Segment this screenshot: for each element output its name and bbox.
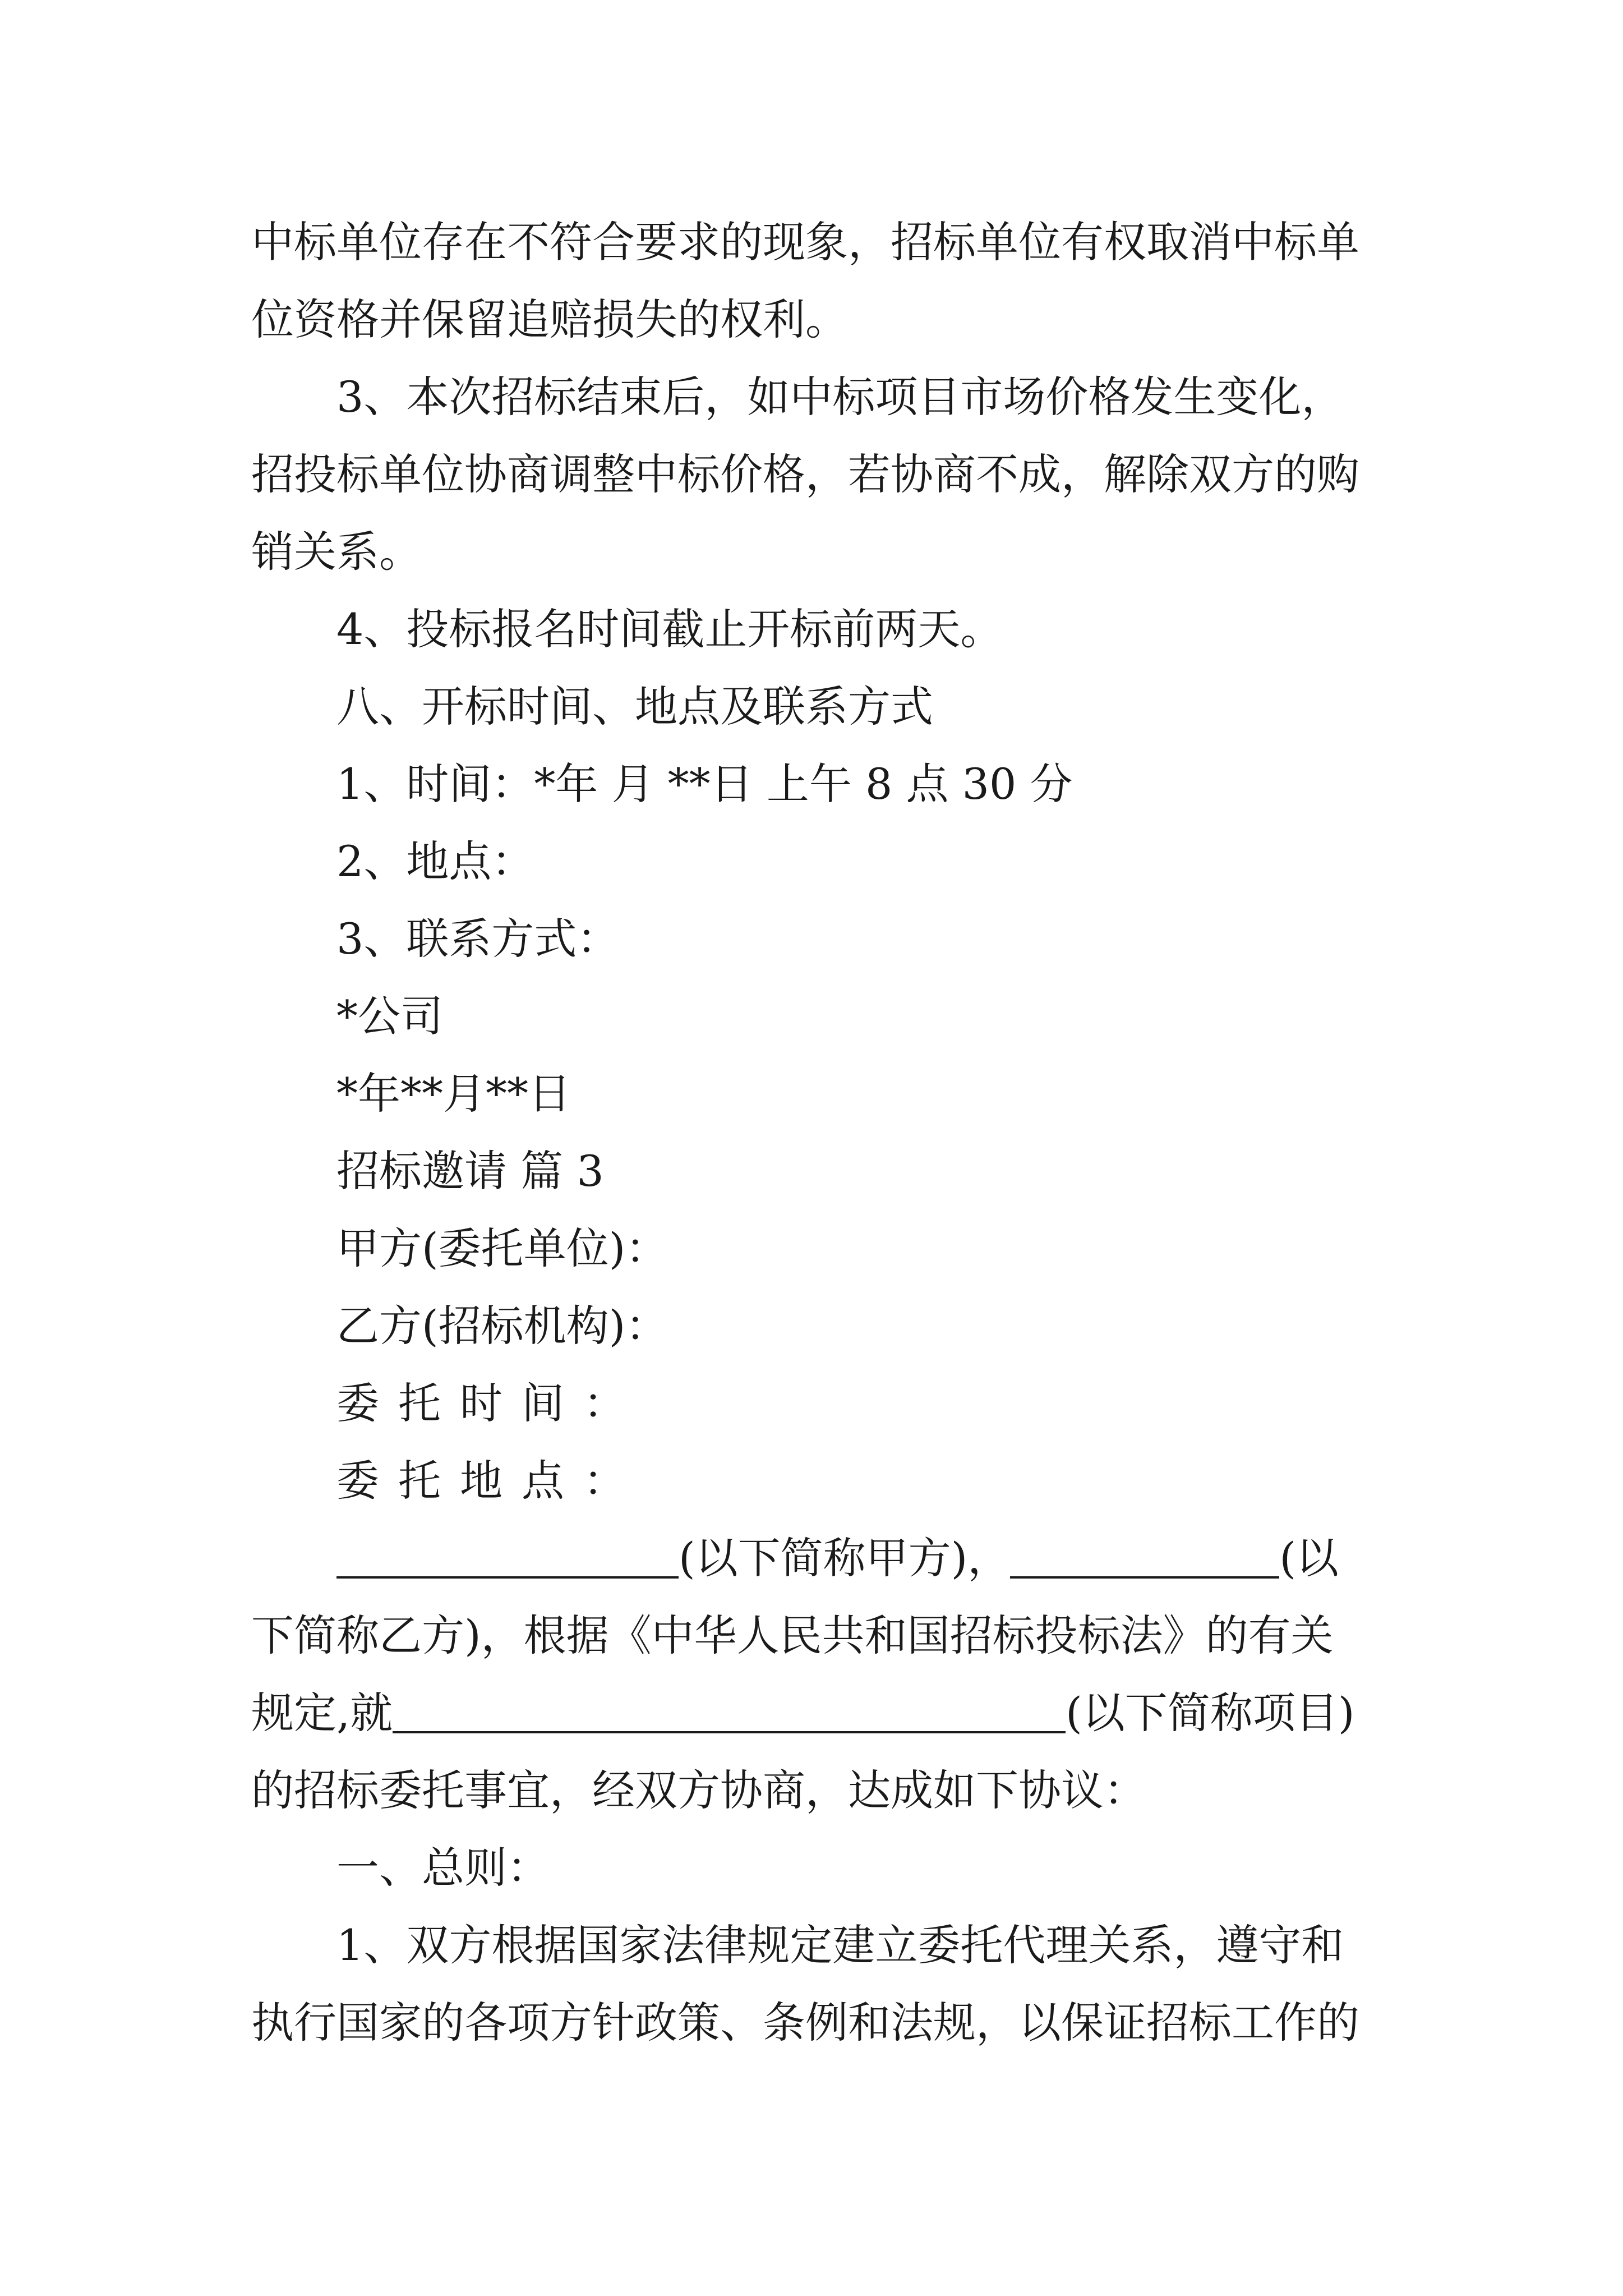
text-line: 招投标单位协商调整中标价格，若协商不成，解除双方的购 — [251, 449, 1359, 499]
agreement-line-2: 下简称乙方)，根据《中华人民共和国招标投标法》的有关 — [251, 1611, 1334, 1660]
char: ： — [583, 1456, 626, 1506]
agreement-line-1 — [251, 1525, 1378, 1592]
text-line: 4、投标报名时间截止开标前两天。 — [336, 604, 1003, 654]
party-a-line: 甲方(委托单位)： — [336, 1223, 668, 1273]
party-b-line: 乙方(招标机构)： — [336, 1301, 668, 1351]
agreement-line-3 — [251, 1680, 1378, 1747]
blank-party-b — [1010, 1525, 1279, 1579]
section-heading: 一、总则： — [336, 1843, 550, 1893]
text-fragment: 规定,就 — [251, 1688, 393, 1738]
section-title: 招标邀请 篇 3 — [336, 1146, 604, 1196]
char: 委 — [336, 1456, 379, 1506]
char: 点 — [522, 1456, 564, 1506]
text-line: 1、时间：*年 月 **日 上午 8 点 30 分 — [336, 759, 1073, 809]
text-fragment: (以 — [1279, 1533, 1339, 1583]
text-line: 3、本次招标结束后，如中标项目市场价格发生变化， — [336, 372, 1344, 422]
char: 委 — [336, 1378, 379, 1428]
text-line: 1、双方根据国家法律规定建立委托代理关系，遵守和 — [336, 1920, 1344, 1970]
document-page — [251, 0, 1378, 2296]
text-line: 2、地点： — [336, 836, 534, 886]
char: 间 — [522, 1378, 564, 1428]
section-heading: 八、开标时间、地点及联系方式 — [336, 682, 933, 731]
text-fragment: (以下简称甲方)， — [679, 1533, 1011, 1583]
text-line: 中标单位存在不符合要求的现象，招标单位有权取消中标单 — [251, 217, 1359, 267]
text-line: 位资格并保留追赔损失的权利。 — [251, 295, 848, 344]
text-line: 3、联系方式： — [336, 914, 620, 964]
entrust-time-line — [251, 1370, 1378, 1437]
date-line: *年**月**日 — [336, 1069, 571, 1119]
char: 地 — [460, 1456, 502, 1506]
blank-party-a — [336, 1525, 679, 1579]
text-line: 执行国家的各项方针政策、条例和法规，以保证招标工作的 — [251, 1998, 1359, 2047]
text-fragment: (以下简称项目) — [1066, 1688, 1355, 1738]
text-line: 销关系。 — [251, 527, 422, 577]
char: 时 — [460, 1378, 502, 1428]
char: 托 — [398, 1456, 441, 1506]
blank-project — [393, 1680, 1066, 1733]
company-name: *公司 — [336, 991, 443, 1041]
entrust-place-line — [251, 1447, 1378, 1515]
char: 托 — [398, 1378, 441, 1428]
agreement-line-4: 的招标委托事宜，经双方协商，达成如下协议： — [251, 1765, 1146, 1815]
char: ： — [583, 1378, 626, 1428]
